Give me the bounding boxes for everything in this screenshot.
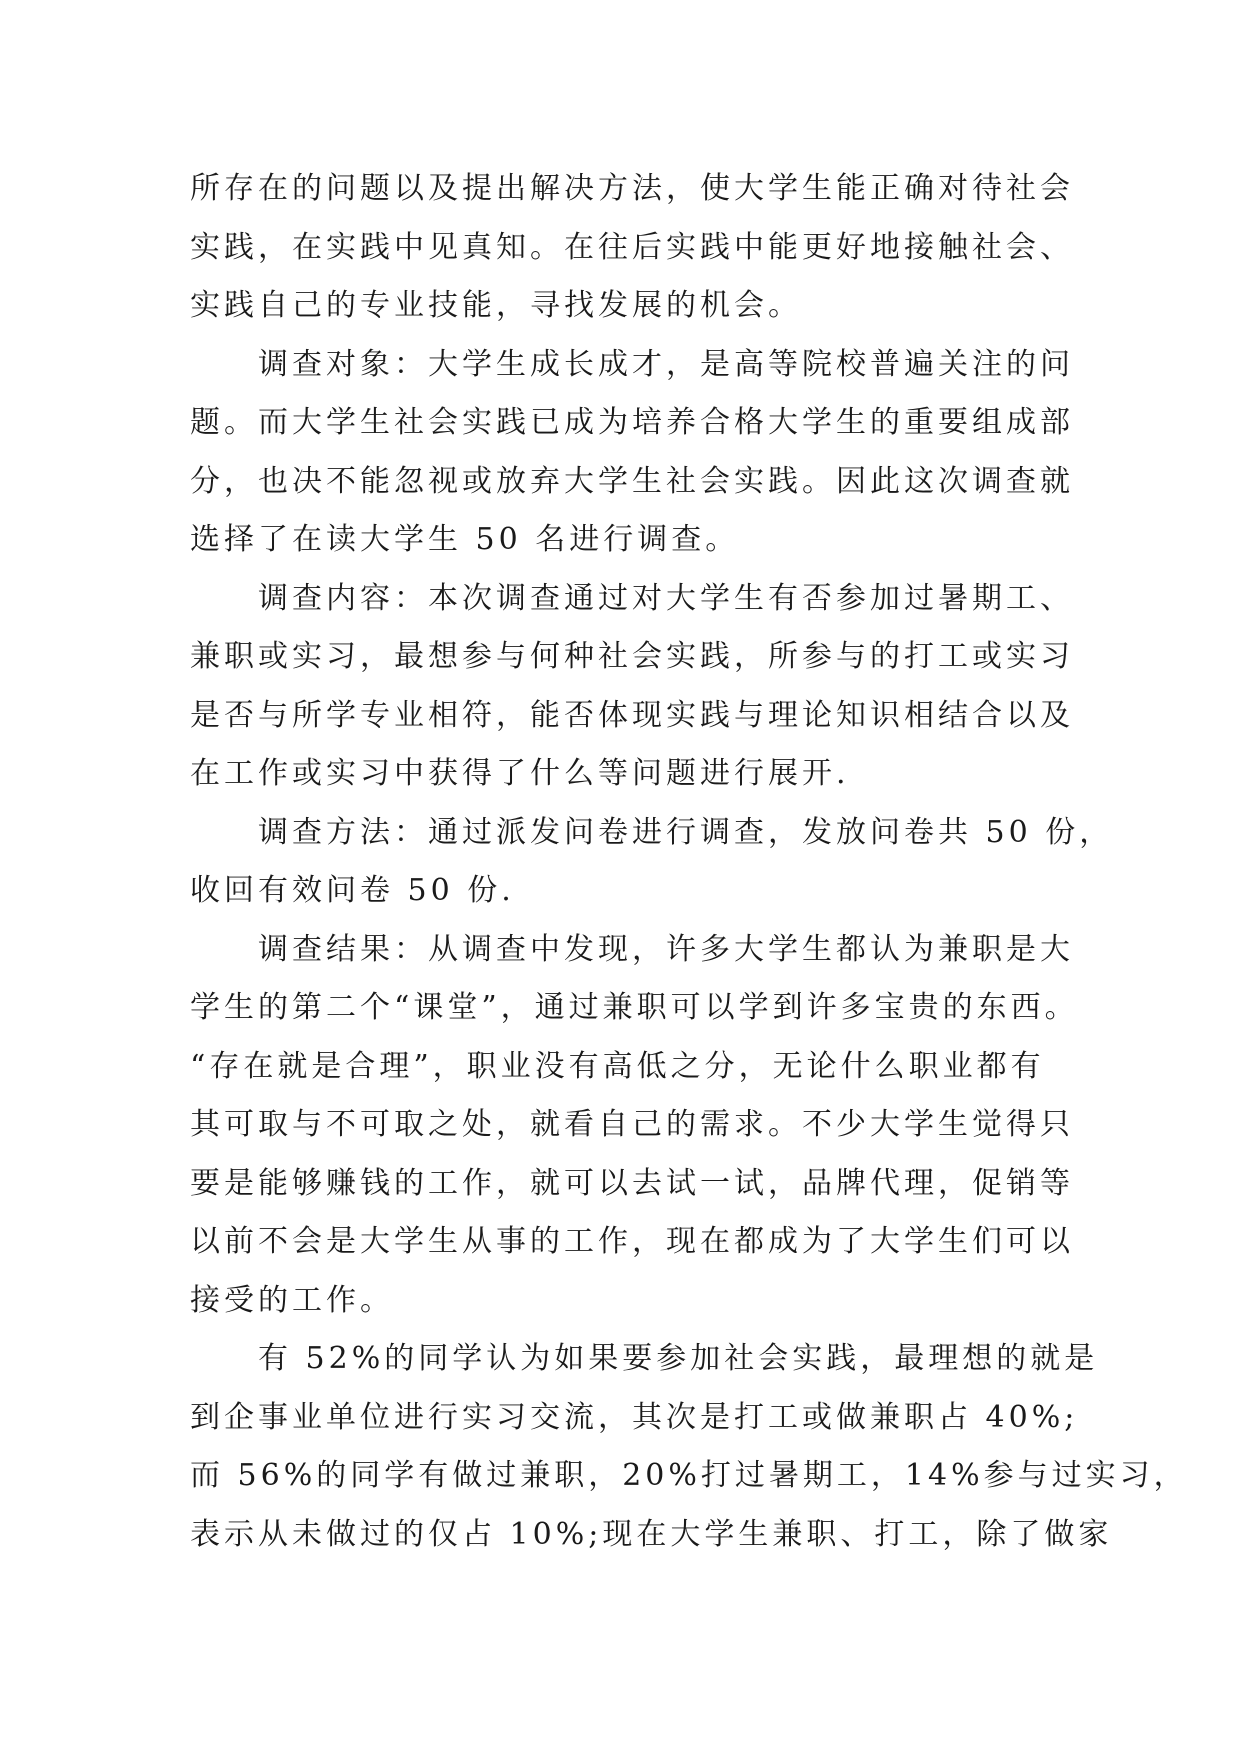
text-line: 实践，在实践中见真知。在往后实践中能更好地接触社会、 [190,229,1074,265]
text-line: 而 56%的同学有做过兼职，20%打过暑期工，14%参与过实习， [190,1458,1188,1493]
text-line: 实践自己的专业技能，寻找发展的机会。 [190,288,802,323]
document-body [190,160,1188,1564]
text-line: 是否与所学专业相符，能否体现实践与理论知识相结合以及 [190,697,1074,733]
text-line: 兼职或实习，最想参与何种社会实践，所参与的打工或实习 [190,639,1074,674]
text-line: 题。而大学生社会实践已成为培养合格大学生的重要组成部 [190,405,1074,440]
text-line: 在工作或实习中获得了什么等问题进行展开. [190,756,850,791]
paragraph-start-survey-method: 调查方法：通过派发问卷进行调查，发放问卷共 50 份， [258,814,1114,850]
text-line: 所存在的问题以及提出解决方法，使大学生能正确对待社会 [190,171,1074,206]
text-line: 表示从未做过的仅占 10%;现在大学生兼职、打工，除了做家 [190,1516,1113,1552]
text-line: 要是能够赚钱的工作，就可以去试一试，品牌代理，促销等 [190,1165,1074,1201]
text-line: 其可取与不可取之处，就看自己的需求。不少大学生觉得只 [190,1107,1074,1142]
text-line: “存在就是合理”，职业没有高低之分，无论什么职业都有 [190,1048,1045,1084]
paragraph-start-statistics: 有 52%的同学认为如果要参加社会实践，最理想的就是 [258,1341,1099,1376]
paragraph-start-survey-content: 调查内容：本次调查通过对大学生有否参加过暑期工、 [258,580,1074,616]
text-line: 到企事业单位进行实习交流，其次是打工或做兼职占 40%; [190,1399,1079,1435]
paragraph-start-survey-subject: 调查对象：大学生成长成才，是高等院校普遍关注的问 [258,346,1074,382]
text-line: 学生的第二个“课堂”，通过兼职可以学到许多宝贵的东西。 [190,990,1079,1025]
text-line: 收回有效问卷 50 份. [190,873,515,908]
text-line: 以前不会是大学生从事的工作，现在都成为了大学生们可以 [190,1224,1074,1259]
paragraph-start-survey-results: 调查结果：从调查中发现，许多大学生都认为兼职是大 [258,931,1074,967]
text-line: 分，也决不能忽视或放弃大学生社会实践。因此这次调查就 [190,463,1074,499]
text-line: 接受的工作。 [190,1282,394,1318]
text-line: 选择了在读大学生 50 名进行调查。 [190,522,740,557]
